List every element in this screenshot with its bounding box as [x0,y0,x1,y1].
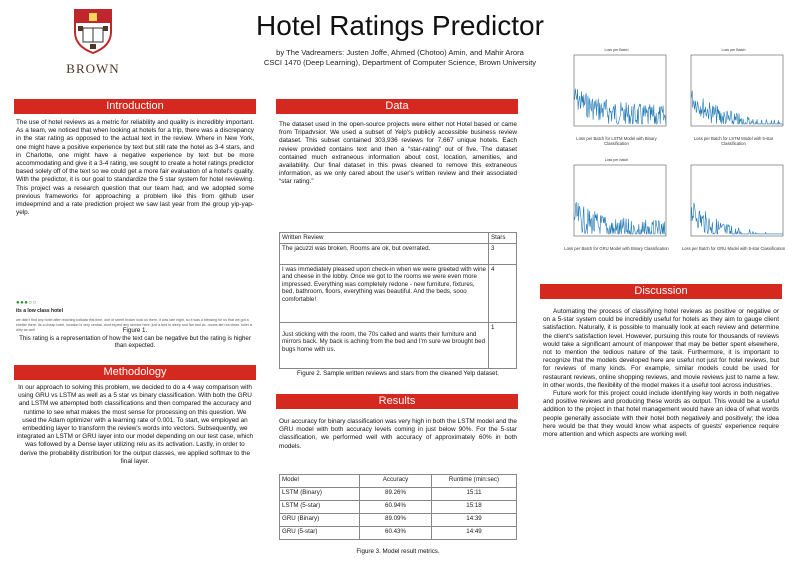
accuracy-cell: 60.94% [360,501,432,514]
authors-block [190,48,610,68]
plot-frame [691,165,783,236]
col-model: Model [280,475,360,488]
model-cell: LSTM (Binary) [280,488,360,501]
data-text: The dataset used in the open-source projects were either not Hotel based or came from Tripadvsior. We used a subset of Yelp's publicly accessible business review dataset. This subset contained 303,936 reviews for 7,667 unique hotels. Each review provided contains text and then a “star-rating” out of five. The dataset contained much extraneous information about cost, location, amenities, and availability. Our final dataset in this pwas cleaned to remove this extraneous information, as we only cared about the user's written review and their associated “star rating.” [279,121,517,186]
discussion-paragraph-1: Automating the process of classifying hotel reviews as positive or negative or on a 5-star system could be incredibly useful for hotels as they aim to gauge client satisfaction. Naturally, it is possible to manually look at each review and determine the client's satisfaction level. However, pursuing this route for thousands of reviews would take a significant amount of manpower that may be better spent elsewhere, not to mention the tedious nature of the task. Furthermore, it is important to recognize that the models developed here are useful not just for hotel reviews, but for reviews of many kinds. For example, similar models could be used for restaurant reviews, online shopping reviews, and movie reviews just to name a few. In other words, the flexibility of the model makes it a useful tool across industries. [543,308,779,389]
review-cell: I was immediately pleased upon check-in when we were greeted with wine and cheese in the lobby. Once we got to the rooms we were even more impressed. Everything was completely redone - new furniture, fixtures, bed, bathroom, floors, everything was beautiful. And the beds, sooo comfortable! [280,264,489,322]
col-runtime: Runtime (min:sec) [432,475,517,488]
review-text: we didn't find any hotel after reaching kolkata this time, one of street broker took us there. it was late night, so it was a blessing for us that we got a shelter there. its a cheap hotel, location is very central. dont expect any service here. just a bed to sleep and fan and ac. rooms ate not clean. toilet iz dirty as well [16,318,253,332]
logo-text: BROWN [66,61,120,76]
discussion-paragraph-2: Future work for this project could include identifying key words in both negative and positive reviews and producing these words as output. This would be a useful addition to the project in that hotel management would have an idea of what words people generally associate with their hotel both negatively and positively; the idea here would be that they would know what aspects of guests' experience require more attention and which aspects are working well. [543,390,779,439]
model-cell: GRU (Binary) [280,514,360,527]
table-row [280,527,517,540]
col-accuracy: Accuracy [360,475,432,488]
results-text: Our accuracy for binary classification was very high in both the LSTM model and the GRU model with both accuracy levels coming in just below 90%. For the 5-star classification, we performed well with accuracy of approximately 60% in both models. [279,418,517,450]
figure-1-label: Figure 1. [122,327,148,334]
authors-line: by The Vadreamers: Justen Joffe, Ahmed (Chotoo) Amin, and Mahir Arora [276,48,524,57]
loss-series-line [574,89,666,124]
introduction-heading: Introduction [14,99,256,114]
runtime-cell: 15:18 [432,501,517,514]
col-written-review: Written Review [280,233,489,244]
figure-1-text: This rating is a representation of how the text can be negative but the rating is higher than expected. [19,334,251,349]
review-title: its a low class hotel [16,308,63,314]
model-cell: LSTM (5-star) [280,501,360,514]
table-row [280,501,517,514]
stars-cell: 1 [489,322,517,368]
loss-series-line [574,202,666,234]
accuracy-cell: 60.43% [360,527,432,540]
reviews-table-header [280,233,517,244]
loss-plot [681,52,786,134]
figure-1-caption [16,327,254,350]
reviews-table [279,232,517,369]
loss-plot [564,52,669,134]
loss-plot [564,162,669,244]
brown-logo [62,8,124,88]
review-cell: Just sticking with the room, the 70s called and wants their furniture and mirrors back. My back is aching from the bed and I'm sure we brought bed bugs home with us. [280,322,489,368]
results-table-header [280,475,517,488]
runtime-cell: 15:11 [432,488,517,501]
runtime-cell: 14:39 [432,514,517,527]
affiliation-line: CSCI 1470 (Deep Learning), Department of Computer Science, Brown University [263,58,537,67]
graph-caption: Loss per Batch for GRU Model with 5-star Classification [681,246,786,251]
model-cell: GRU (5-star) [280,527,360,540]
graph-lstm-5star [681,48,786,146]
introduction-text: The use of hotel reviews as a metric for reliability and quality is incredibly important. As a team, we noticed that when looking at hotels for a trip, there was a discrepancy in the star rating as opposed to the actual text in the review. Where in New York, one might have a positive experience by text but still rate the hotel as 3-4 stars, and in Charlotte, one might have a negative experience by text but be more accommodating and give it a 3-4 rating, we sought to create a hotel ratings predictor based solely off of the text so we could get a more fair evaluation of a hotel's quality. With the predictor, it is our goal to standardize the 5 star system for hotel reviewing. This project was a research question that our team had, and we adopted some previous frameworks for approaching a problem like this from github user imdeepmind and a rate prediction project we saw last year from the group yip-yap-yelp. [16,119,255,217]
loss-plot [681,162,786,244]
table-row [280,514,517,527]
discussion-heading: Discussion [540,284,782,299]
graph-caption: Loss per Batch for LSTM Model with 5-star Classification [693,136,774,147]
plot-frame [691,55,783,126]
figure-3-caption: Figure 3. Model result metrics. [356,548,440,555]
accuracy-cell: 89.26% [360,488,432,501]
table-row [280,243,517,264]
methodology-heading: Methodology [14,365,256,380]
col-stars: Stars [489,233,517,244]
table-row [280,488,517,501]
runtime-cell: 14:49 [432,527,517,540]
accuracy-cell: 89.09% [360,514,432,527]
results-heading: Results [276,394,518,409]
figure-2-caption: Figure 2. Sample written reviews and stars from the cleaned Yelp dataset. [297,370,499,377]
graph-gru-binary [564,158,669,251]
loss-series-line [691,203,783,234]
table-row [280,322,517,368]
graph-lstm-binary [564,48,669,146]
table-row [280,264,517,322]
graph-caption: Loss per Batch for GRU Model with Binary Classification [564,246,669,251]
graph-title: Loss per batch [604,158,629,162]
results-table [279,474,517,540]
graph-gru-5star [681,162,786,251]
rating-dots: ●●●○○ [16,300,37,306]
plot-frame [574,55,666,126]
shield-icon [73,8,113,54]
stars-cell: 3 [489,243,517,264]
graph-caption: Loss per Batch for LSTM Model with Binary Classification [576,136,657,147]
discussion-text [543,308,779,439]
methodology-text: In our approach to solving this problem, we decided to do a 4 way comparison with using GRU vs LSTM as well as a 5 star vs binary classification. With both the GRU and LSTM we attempted both classifications and then compared the accuracy and runtime to see what makes the most sense for processing on this question. We used the Adam optimizer with a learning rate of 0.001. To start, we employed an embedding layer to transform the review's words into vectors. Subsequently, we integrated an LSTM or GRU layer into our model depending on our test case, which was followed by a Dense layer utilizing relu as its activation. Lastly, in order to derive the probability distribution for the output classes, we applied softmax to the final layer. [16,384,254,465]
graph-title: Loss per Batch [721,48,746,52]
graph-title: Loss per Batch [604,48,629,52]
data-heading: Data [276,99,518,114]
poster-title: Hotel Ratings Predictor [256,10,544,41]
loss-series-line [691,91,783,124]
review-cell: The jacuzzi was broken. Rooms are ok, but overrated. [280,243,489,264]
stars-cell: 4 [489,264,517,322]
